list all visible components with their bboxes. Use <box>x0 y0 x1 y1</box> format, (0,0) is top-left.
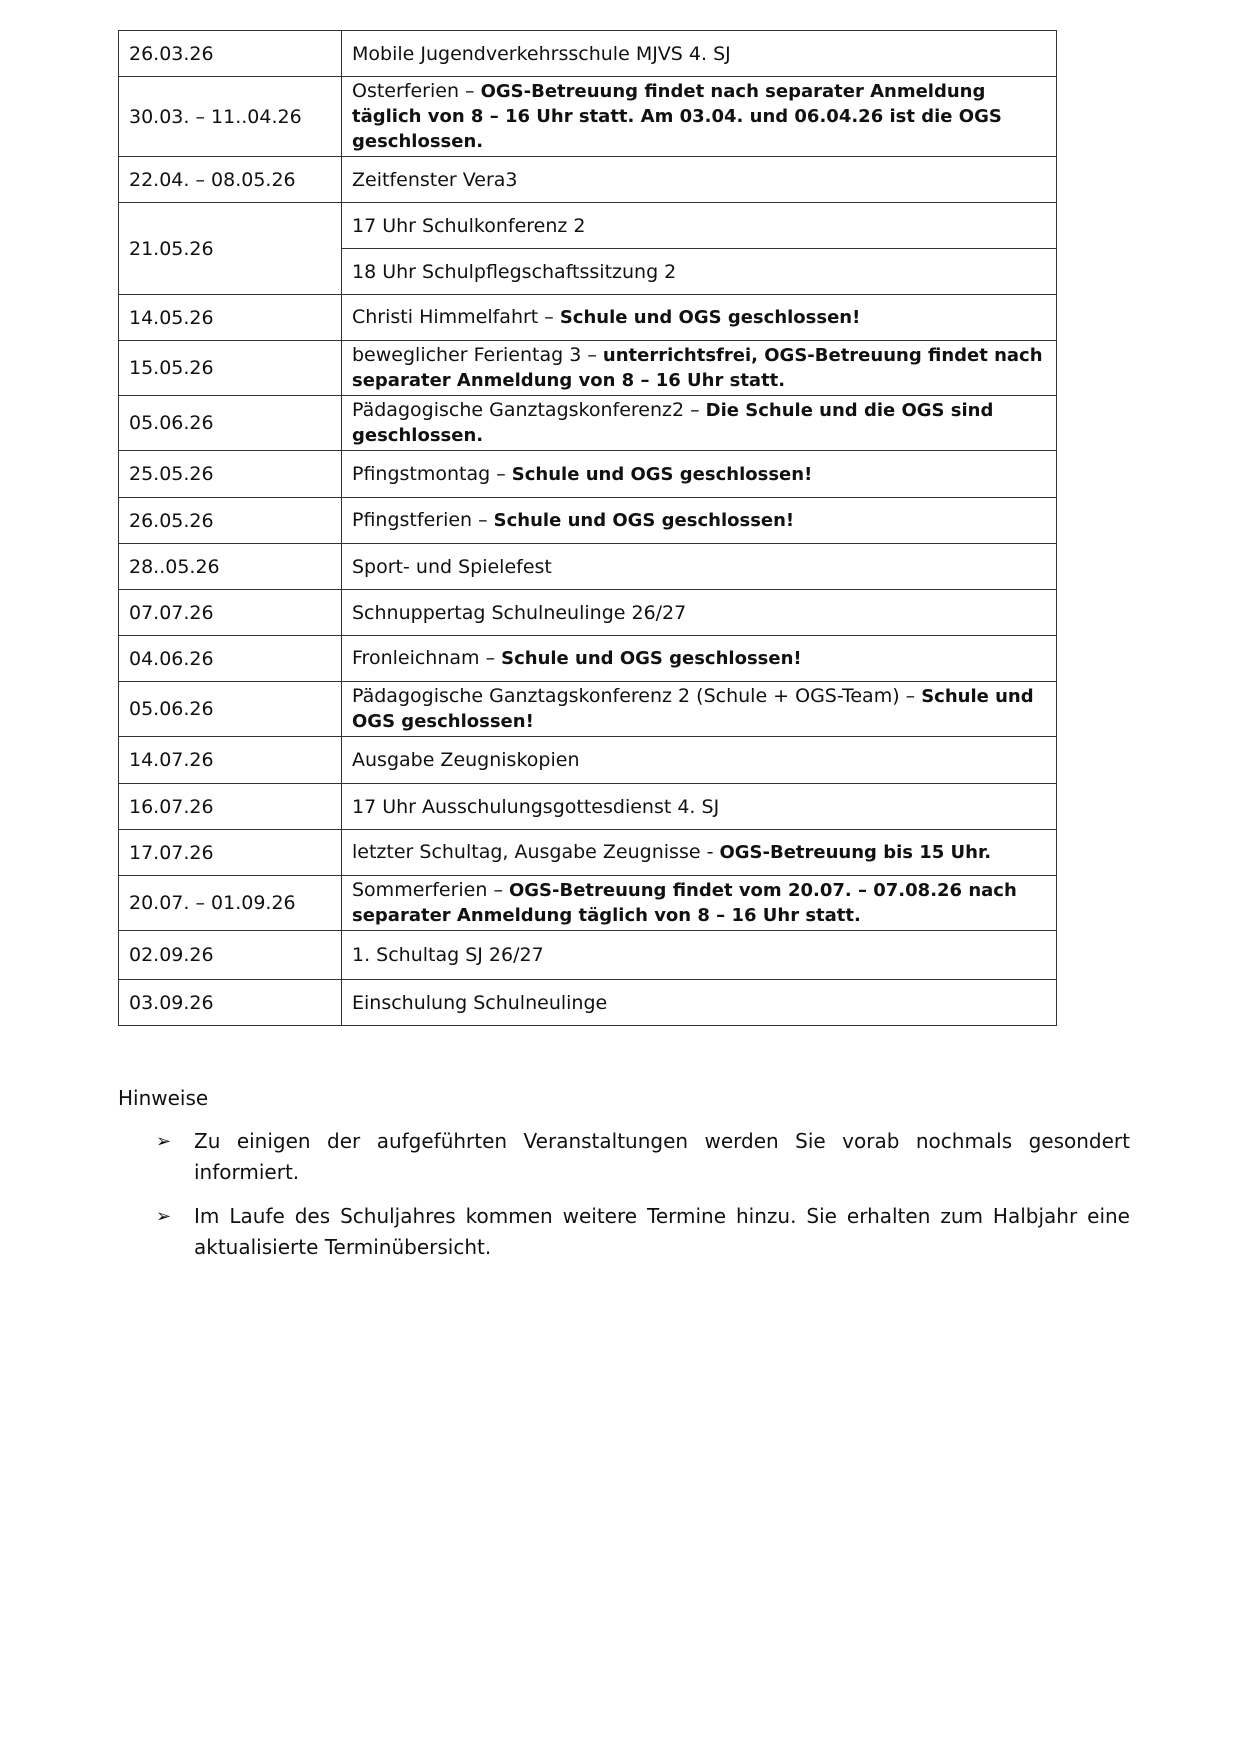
date-cell: 26.03.26 <box>119 31 342 77</box>
date-cell: 21.05.26 <box>119 203 342 295</box>
event-text: Ausgabe Zeugniskopien <box>352 749 580 771</box>
date-cell: 28..05.26 <box>119 544 342 590</box>
table-row <box>119 544 1057 590</box>
event-emphasis-text: Schule und OGS geschlossen! <box>501 648 802 669</box>
event-emphasis-text: Schule und OGS geschlossen! <box>493 510 795 531</box>
notes-title: Hinweise <box>118 1086 209 1110</box>
date-cell: 16.07.26 <box>119 784 342 830</box>
date-cell: 05.06.26 <box>119 396 342 451</box>
note-item <box>152 1126 1130 1188</box>
event-text: Pädagogische Ganztagskonferenz2 – <box>352 399 706 421</box>
event-text: Sport- und Spielefest <box>352 555 552 578</box>
event-text: letzter Schultag, Ausgabe Zeugnisse - <box>352 841 720 863</box>
table-row <box>119 784 1057 830</box>
event-text: 18 Uhr Schulpflegschaftssitzung 2 <box>352 260 677 283</box>
event-text: Pfingstmontag – <box>352 462 512 485</box>
event-cell <box>342 980 1057 1026</box>
event-emphasis-text: Schule und OGS geschlossen! <box>352 686 1034 732</box>
date-cell: 17.07.26 <box>119 830 342 876</box>
event-cell <box>342 498 1057 544</box>
event-cell <box>342 737 1057 784</box>
event-emphasis-text: unterrichtsfrei, OGS-Betreuung findet nach separater Anmeldung von 8 – 16 Uhr statt. <box>352 345 1043 391</box>
arrow-bullet-icon: ➢ <box>156 1131 172 1152</box>
date-cell: 25.05.26 <box>119 451 342 498</box>
event-text: Osterferien – <box>352 80 481 102</box>
arrow-bullet-icon: ➢ <box>156 1206 172 1227</box>
date-cell: 02.09.26 <box>119 931 342 980</box>
table-row <box>119 830 1057 876</box>
event-text: Mobile Jugendverkehrsschule MJVS 4. SJ <box>352 42 731 65</box>
event-emphasis-text: OGS-Betreuung bis 15 Uhr. <box>719 842 992 863</box>
event-cell <box>342 931 1057 980</box>
date-cell: 15.05.26 <box>119 341 342 396</box>
notes-list <box>152 1126 1130 1276</box>
event-text: Sommerferien – <box>352 879 509 901</box>
event-text: Fronleichnam – <box>352 647 502 669</box>
date-cell: 04.06.26 <box>119 636 342 682</box>
event-cell <box>342 830 1057 876</box>
event-text: Einschulung Schulneulinge <box>352 991 608 1014</box>
event-cell <box>342 876 1057 931</box>
event-cell <box>342 249 1057 295</box>
event-emphasis-text: Schule und OGS geschlossen! <box>511 463 813 485</box>
event-cell <box>342 341 1057 396</box>
table-row <box>119 157 1057 203</box>
date-cell: 07.07.26 <box>119 590 342 636</box>
table-row <box>119 341 1057 396</box>
table-row <box>119 203 1057 249</box>
event-cell <box>342 590 1057 636</box>
event-text: Zeitfenster Vera3 <box>352 168 518 191</box>
date-cell: 05.06.26 <box>119 682 342 737</box>
note-item <box>152 1201 1130 1263</box>
table-row <box>119 451 1057 498</box>
table-row <box>119 876 1057 931</box>
event-cell <box>342 451 1057 498</box>
table-row <box>119 31 1057 77</box>
date-cell: 26.05.26 <box>119 498 342 544</box>
event-cell <box>342 544 1057 590</box>
table-row <box>119 396 1057 451</box>
date-cell: 14.07.26 <box>119 737 342 784</box>
event-cell <box>342 636 1057 682</box>
event-cell <box>342 396 1057 451</box>
event-cell <box>342 784 1057 830</box>
table-row <box>119 931 1057 980</box>
date-cell: 22.04. – 08.05.26 <box>119 157 342 203</box>
event-text: 1. Schultag SJ 26/27 <box>352 944 544 966</box>
table-row <box>119 737 1057 784</box>
event-cell <box>342 77 1057 157</box>
table-row <box>119 77 1057 157</box>
event-emphasis-text: OGS-Betreuung findet nach separater Anmeldung täglich von 8 – 16 Uhr statt. Am 03.04. und 06.04.26 ist die OGS geschlossen. <box>352 81 1002 152</box>
event-emphasis-text: OGS-Betreuung findet vom 20.07. – 07.08.26 nach separater Anmeldung täglich von 8 – 16 Uhr statt. <box>352 880 1017 926</box>
event-cell <box>342 295 1057 341</box>
date-cell: 03.09.26 <box>119 980 342 1026</box>
table-row <box>119 498 1057 544</box>
event-text: 17 Uhr Schulkonferenz 2 <box>352 214 586 237</box>
event-cell <box>342 157 1057 203</box>
note-text: Zu einigen der aufgeführten Veranstaltungen werden Sie vorab nochmals gesondert informiert. <box>194 1129 1130 1184</box>
date-cell: 14.05.26 <box>119 295 342 341</box>
table-row <box>119 980 1057 1026</box>
date-cell: 20.07. – 01.09.26 <box>119 876 342 931</box>
event-cell <box>342 203 1057 249</box>
event-text: beweglicher Ferientag 3 – <box>352 344 603 366</box>
note-text: Im Laufe des Schuljahres kommen weitere Termine hinzu. Sie erhalten zum Halbjahr eine aktualisierte Terminübersicht. <box>194 1204 1130 1259</box>
table-row <box>119 590 1057 636</box>
table-row <box>119 636 1057 682</box>
event-text: Christi Himmelfahrt – <box>352 306 560 328</box>
date-cell: 30.03. – 11..04.26 <box>119 77 342 157</box>
event-text: 17 Uhr Ausschulungsgottesdienst 4. SJ <box>352 795 720 818</box>
schedule-table <box>118 30 1057 1026</box>
event-text: Schnuppertag Schulneulinge 26/27 <box>352 601 687 624</box>
table-row <box>119 682 1057 737</box>
event-emphasis-text: Schule und OGS geschlossen! <box>559 307 861 328</box>
schedule-table-body <box>119 31 1057 1026</box>
event-text: Pfingstferien – <box>352 509 494 531</box>
event-cell <box>342 31 1057 77</box>
table-row <box>119 295 1057 341</box>
event-text: Pädagogische Ganztagskonferenz 2 (Schule + OGS-Team) – <box>352 685 922 707</box>
event-cell <box>342 682 1057 737</box>
event-emphasis-text: Die Schule und die OGS sind geschlossen. <box>352 400 994 446</box>
